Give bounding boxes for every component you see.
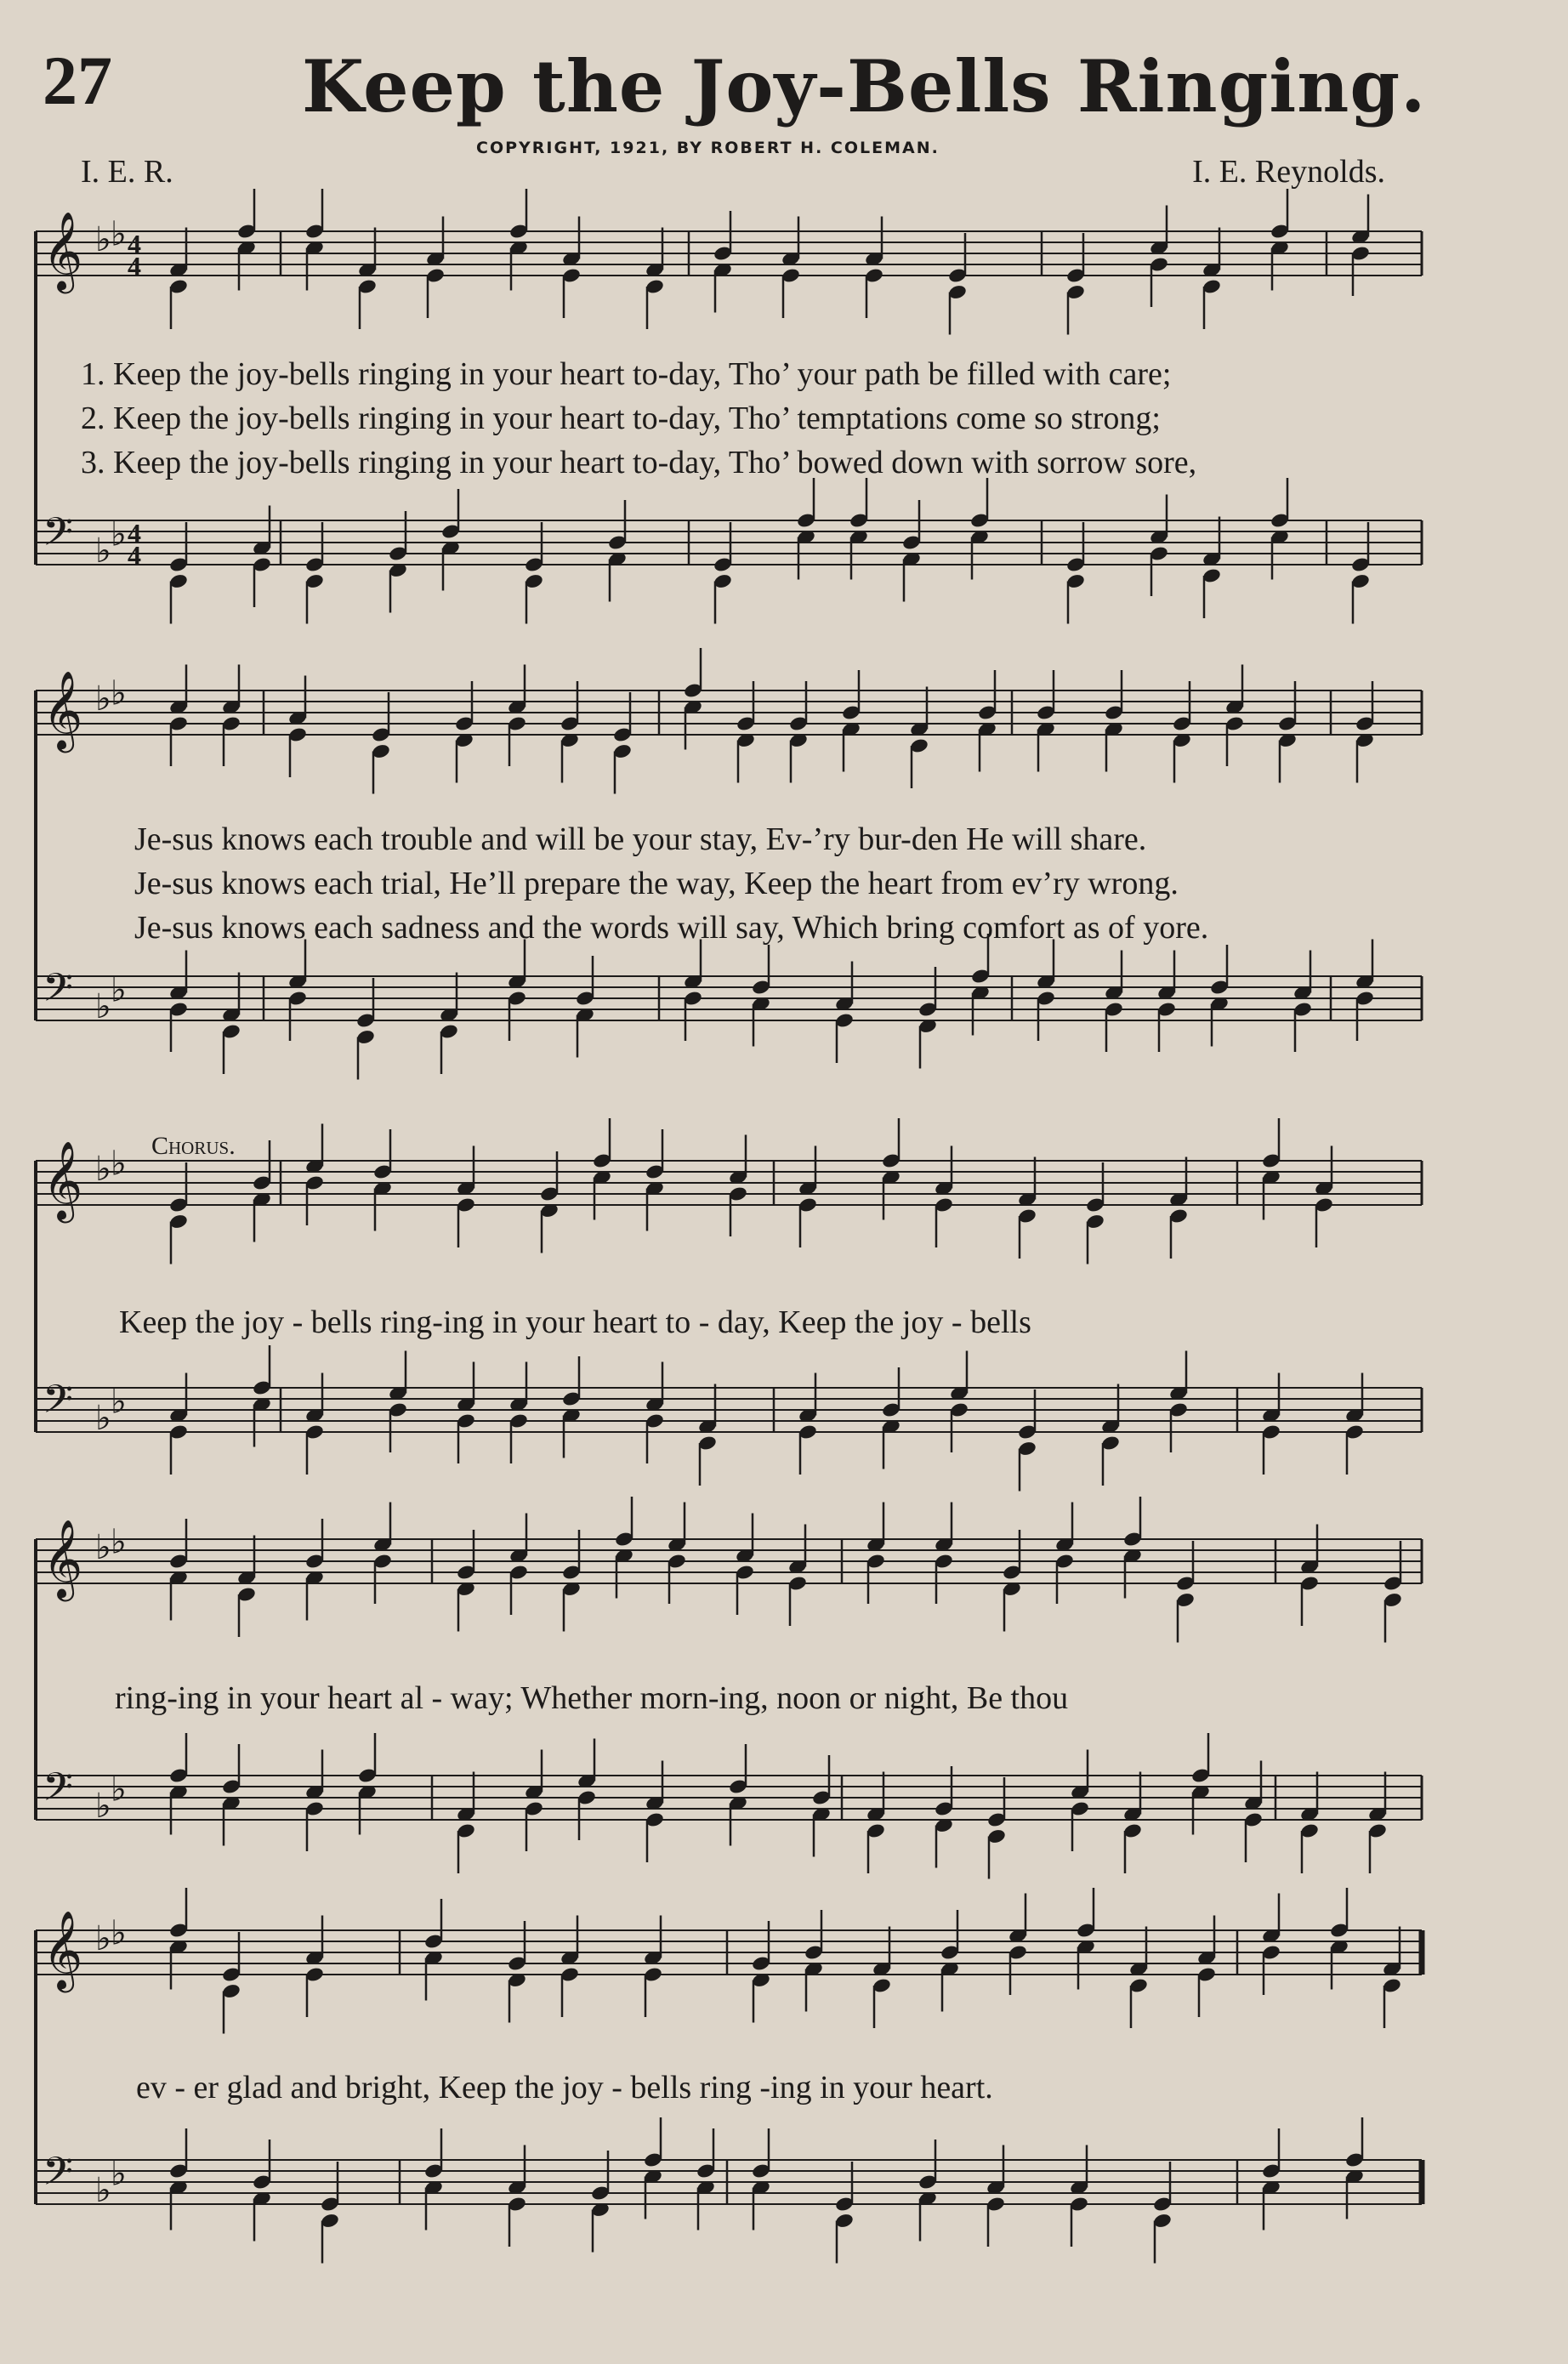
time-signature: 4 <box>128 540 141 571</box>
verse-3-line-1: 3. Keep the joy-bells ringing in your heart to-day, Tho’ bowed down with sorrow sore, <box>81 445 1197 480</box>
flat-sign: ♭ <box>95 1919 111 1958</box>
bass-clef: 𝄢 <box>43 1377 74 1432</box>
chorus-line-1: Keep the joy - bells ring-ing in your heart to - day, Keep the joy - bells <box>119 1304 1031 1340</box>
verse-1-line-2: Je-sus knows each trouble and will be your stay, Ev-’ry bur-den He will share. <box>134 821 1147 857</box>
flat-sign: ♭ <box>111 970 127 1010</box>
treble-clef: 𝄞 <box>43 670 83 749</box>
bass-clef: 𝄢 <box>43 509 74 565</box>
composer-credit: I. E. Reynolds. <box>1192 154 1385 190</box>
verse-3-line-2: Je-sus knows each sadness and the words will say, Which bring comfort as of yore. <box>134 910 1209 946</box>
flat-sign: ♭ <box>111 2154 127 2194</box>
flat-sign: ♭ <box>111 1913 127 1953</box>
chorus-label: Chorus. <box>151 1132 236 1160</box>
lyricist-credit: I. E. R. <box>81 154 173 190</box>
flat-sign: ♭ <box>111 214 127 254</box>
time-signature: 4 <box>128 518 141 548</box>
flat-sign: ♭ <box>95 987 111 1026</box>
copyright-notice: COPYRIGHT, 1921, BY ROBERT H. COLEMAN. <box>476 139 940 157</box>
chorus-line-2: ring-ing in your heart al - way; Whether morn-ing, noon or night, Be thou <box>115 1680 1069 1716</box>
flat-sign: ♭ <box>95 2171 111 2210</box>
treble-clef: 𝄞 <box>43 1910 83 1989</box>
hymn-title: Keep the Joy-Bells Ringing. <box>302 44 1427 128</box>
flat-sign: ♭ <box>111 673 127 713</box>
flat-sign: ♭ <box>95 1528 111 1567</box>
hymn-number: 27 <box>43 42 112 119</box>
flat-sign: ♭ <box>95 1150 111 1189</box>
verse-2-line-2: Je-sus knows each trial, He’ll prepare the way, Keep the heart from ev’ry wrong. <box>134 866 1179 901</box>
flat-sign: ♭ <box>111 1144 127 1184</box>
flat-sign: ♭ <box>111 1770 127 1810</box>
flat-sign: ♭ <box>111 1382 127 1422</box>
staff-systems <box>36 189 1422 2264</box>
bass-clef: 𝄢 <box>43 1764 74 1820</box>
treble-clef: 𝄞 <box>43 211 83 290</box>
flat-sign: ♭ <box>95 220 111 259</box>
time-signature: 4 <box>128 229 141 259</box>
flat-sign: ♭ <box>95 1787 111 1826</box>
chorus-line-3: ev - er glad and bright, Keep the joy - bells ring -ing in your heart. <box>136 2070 993 2105</box>
treble-clef: 𝄞 <box>43 1519 83 1598</box>
flat-sign: ♭ <box>111 1522 127 1562</box>
bass-clef: 𝄢 <box>43 965 74 1020</box>
treble-clef: 𝄞 <box>43 1140 83 1219</box>
verse-1-line-1: 1. Keep the joy-bells ringing in your heart to-day, Tho’ your path be filled with care; <box>81 356 1172 392</box>
staff-system <box>36 648 1422 1080</box>
verse-2-line-1: 2. Keep the joy-bells ringing in your heart to-day, Tho’ temptations come so strong; <box>81 401 1161 436</box>
flat-sign: ♭ <box>95 531 111 571</box>
time-signature: 4 <box>128 251 141 281</box>
flat-sign: ♭ <box>95 1399 111 1438</box>
flat-sign: ♭ <box>95 679 111 719</box>
flat-sign: ♭ <box>111 514 127 554</box>
bass-clef: 𝄢 <box>43 2149 74 2204</box>
